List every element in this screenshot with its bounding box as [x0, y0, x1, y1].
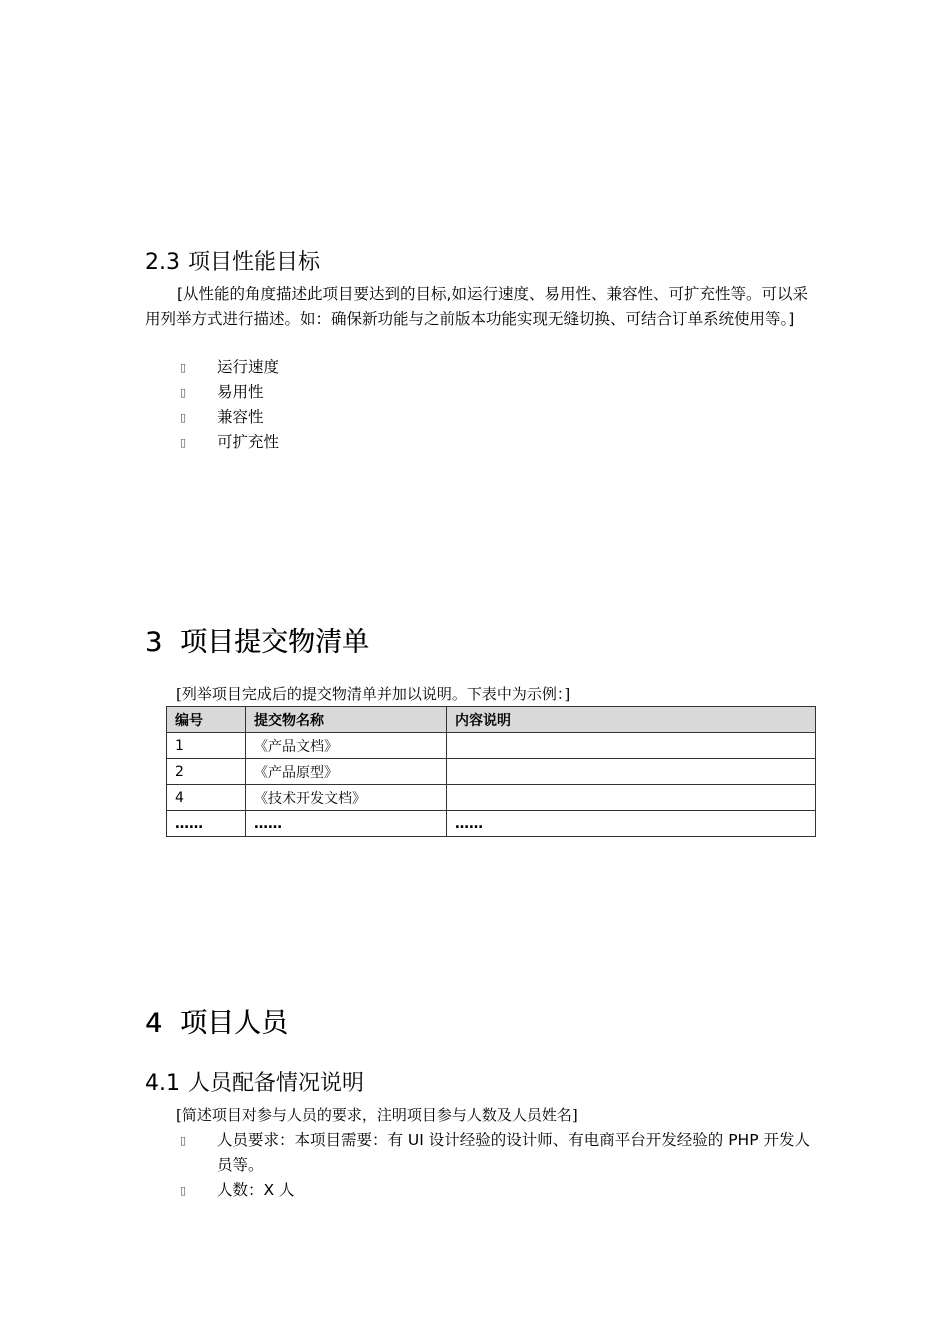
- section-title: 项目性能目标: [188, 250, 321, 275]
- table-cell: 1: [167, 733, 246, 759]
- deliverables-table: [166, 706, 816, 837]
- section-2-3-heading: [145, 248, 320, 278]
- table-cell: ……: [447, 811, 816, 837]
- table-row: [167, 785, 816, 811]
- performance-description: [从性能的角度描述此项目要达到的目标,如运行速度、易用性、兼容性、可扩充性等。可以采用列举方式进行描述。如：确保新功能与之前版本功能实现无缝切换、可结合订单系统使用等。]: [145, 285, 808, 328]
- staffing-note: [简述项目对参与人员的要求，注明项目参与人数及人员姓名]: [176, 1106, 578, 1124]
- table-cell: ……: [167, 811, 246, 837]
- table-cell: 《产品原型》: [246, 759, 447, 785]
- table-row: [167, 811, 816, 837]
- section-number: 2.3: [145, 250, 180, 275]
- table-cell: ……: [246, 811, 447, 837]
- list-item: 人员要求：本项目需要：有 UI 设计经验的设计师、有电商平台开发经验的 PHP 开发人员等。: [217, 1131, 810, 1174]
- section-4-1-heading: [145, 1069, 364, 1099]
- table-cell: [447, 733, 816, 759]
- column-header: 内容说明: [447, 707, 816, 733]
- list-item: 运行速度: [217, 358, 280, 376]
- column-header: 提交物名称: [246, 707, 447, 733]
- table-cell: 《产品文档》: [246, 733, 447, 759]
- section-number: 3: [145, 627, 163, 658]
- table-cell: 2: [167, 759, 246, 785]
- table-cell: [447, 785, 816, 811]
- section-title: 人员配备情况说明: [188, 1071, 365, 1096]
- list-item: 人数：X 人: [217, 1181, 295, 1199]
- bullet-icon: ▯: [180, 1134, 187, 1147]
- bullet-icon: ▯: [180, 436, 187, 449]
- table-row: [167, 733, 816, 759]
- deliverables-note: [列举项目完成后的提交物清单并加以说明。下表中为示例：]: [176, 685, 571, 703]
- list-item: 可扩充性: [217, 433, 280, 451]
- section-number: 4: [145, 1008, 163, 1039]
- section-number: 4.1: [145, 1071, 180, 1096]
- bullet-icon: ▯: [180, 1184, 187, 1197]
- section-3-heading: [145, 625, 369, 661]
- list-item: 兼容性: [217, 408, 264, 426]
- list-item: 易用性: [217, 383, 264, 401]
- section-title: 项目人员: [180, 1008, 288, 1039]
- bullet-icon: ▯: [180, 386, 187, 399]
- bullet-icon: ▯: [180, 411, 187, 424]
- table-header-row: [167, 707, 816, 733]
- bullet-icon: ▯: [180, 361, 187, 374]
- table-cell: 4: [167, 785, 246, 811]
- section-title: 项目提交物清单: [180, 627, 369, 658]
- table-cell: 《技术开发文档》: [246, 785, 447, 811]
- table-row: [167, 759, 816, 785]
- section-4-heading: [145, 1006, 288, 1042]
- column-header: 编号: [167, 707, 246, 733]
- table-cell: [447, 759, 816, 785]
